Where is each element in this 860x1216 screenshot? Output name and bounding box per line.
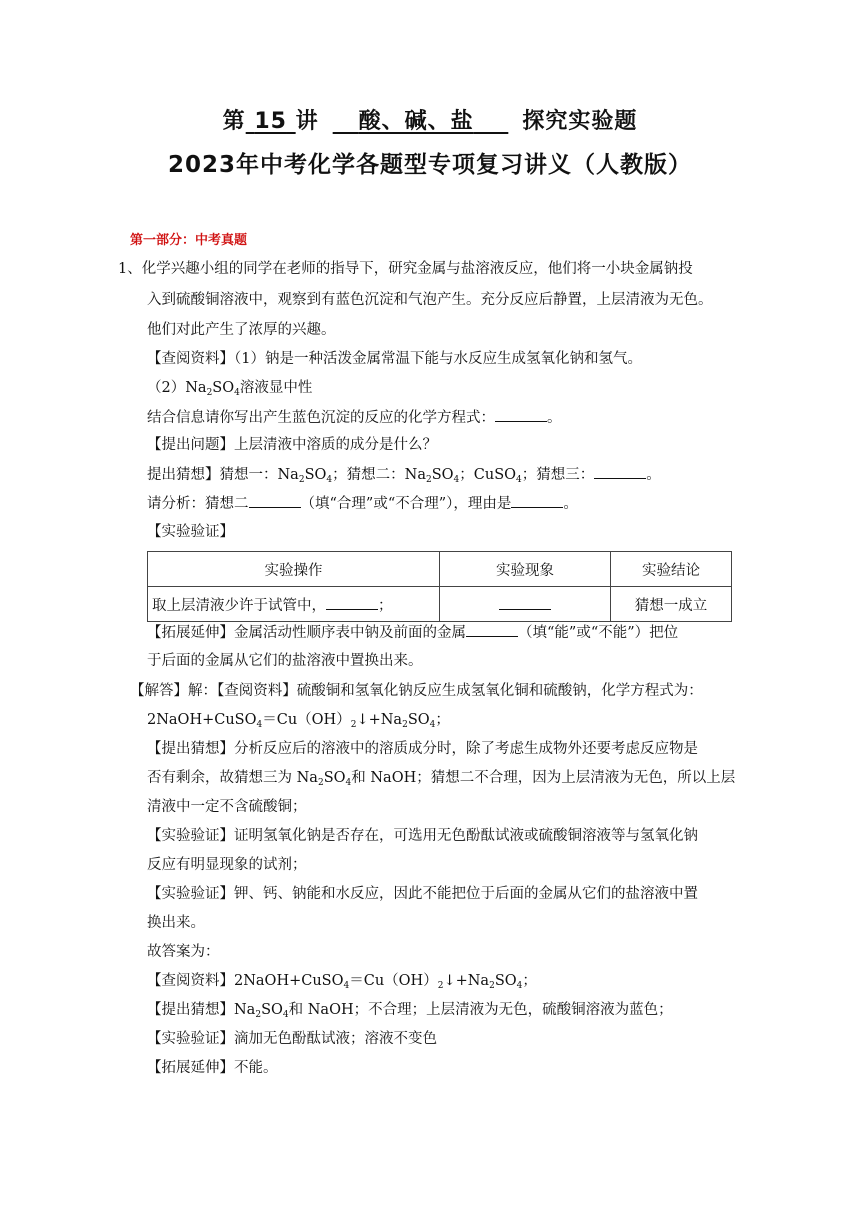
answer-line: 【实验验证】滴加无色酚酞试液；溶液不变色 xyxy=(147,1031,437,1047)
answer-line: 【提出猜想】$Na_2SO_4$和 NaOH；不合理；上层清液为无色，硫酸铜溶液为蓝色； xyxy=(147,1002,673,1020)
answer-blank xyxy=(249,493,301,508)
answer-line: 反应有明显现象的试剂； xyxy=(147,857,307,873)
question-line: 1、化学兴趣小组的同学在老师的指导下，研究金属与盐溶液反应，他们将一小块金属钠投 xyxy=(118,261,693,277)
answer-line: 清液中一定不含硫酸铜； xyxy=(147,799,307,815)
answer-line: $2NaOH+CuSO_4=Cu(OH)_2↓+Na_2SO_4$； xyxy=(147,712,450,730)
title-prefix: 第 xyxy=(222,109,246,134)
answer-line: 故答案为： xyxy=(147,944,220,960)
experiment-table xyxy=(147,551,732,622)
lecture-topic: 酸、碱、盐 xyxy=(358,109,474,134)
question-line: 入到硫酸铜溶液中，观察到有蓝色沉淀和气泡产生。充分反应后静置，上层清液为无色。 xyxy=(147,292,713,308)
question-line: 于后面的金属从它们的盐溶液中置换出来。 xyxy=(147,653,423,669)
answer-blank xyxy=(495,407,547,422)
lecture-title xyxy=(0,104,860,135)
topic-suffix: 探究实验题 xyxy=(522,109,638,134)
answer-blank xyxy=(326,595,378,610)
answer-line: 【拓展延伸】不能。 xyxy=(147,1060,278,1076)
section-title: 第一部分：中考真题 xyxy=(130,233,248,248)
table-header: 实验操作 xyxy=(148,552,440,587)
question-line: 结合信息请你写出产生蓝色沉淀的反应的化学方程式： 。 xyxy=(147,407,562,428)
table-header: 实验现象 xyxy=(440,552,611,587)
table-cell: 猜想一成立 xyxy=(611,587,732,622)
table-row xyxy=(148,587,732,622)
question-line: 他们对此产生了浓厚的兴趣。 xyxy=(147,322,336,338)
answer-blank xyxy=(466,622,518,637)
answer-blank xyxy=(499,595,551,610)
answer-line: 【实验验证】证明氢氧化钠是否存在，可选用无色酚酞试液或硫酸铜溶液等与氢氧化钠 xyxy=(147,828,698,844)
answer-line: 【查阅资料】$2NaOH+CuSO_4=Cu(OH)_2↓+Na_2SO_4$； xyxy=(147,973,537,991)
answer-blank xyxy=(594,464,646,479)
question-line: 【查阅资料】（1）钠是一种活泼金属常温下能与水反应生成氢氧化钠和氢气。 xyxy=(147,351,642,367)
answer-line: 【解答】解：【查阅资料】硫酸铜和氢氧化钠反应生成氢氧化铜和硫酸钠，化学方程式为： xyxy=(130,683,703,699)
answer-line: 换出来。 xyxy=(147,915,205,931)
table-header-row xyxy=(148,552,732,587)
question-line: 请分析：猜想二 （填“合理”或“不合理”），理由是 。 xyxy=(147,493,578,514)
question-line: $(2)Na_2SO_4$溶液显中性 xyxy=(147,380,313,398)
document-subtitle: 2023年中考化学各题型专项复习讲义（人教版） xyxy=(167,152,692,178)
answer-line: 否有剩余，故猜想三为 $Na_2SO_4$和 NaOH；猜想二不合理，因为上层清液为无色，所以上层 xyxy=(147,770,736,788)
question-line: 提出猜想】猜想一：$Na_2SO_4$；猜想二：$Na_2SO_4$；CuSO$_4$；猜想三： 。 xyxy=(147,464,661,490)
question-line: 【提出问题】上层清液中溶质的成分是什么？ xyxy=(147,437,437,453)
answer-line: 【实验验证】钾、钙、钠能和水反应，因此不能把位于后面的金属从它们的盐溶液中置 xyxy=(147,886,698,902)
answer-line: 【提出猜想】分析反应后的溶液中的溶质成分时，除了考虑生成物外还要考虑反应物是 xyxy=(147,741,698,757)
answer-blank xyxy=(511,493,563,508)
table-header: 实验结论 xyxy=(611,552,732,587)
lecture-number: 15 xyxy=(254,109,287,134)
question-line: 【拓展延伸】金属活动性顺序表中钠及前面的金属 （填“能”或“不能”）把位 xyxy=(147,622,678,643)
title-suffix: 讲 xyxy=(295,109,319,134)
question-line: 【实验验证】 xyxy=(147,524,234,540)
table-cell xyxy=(440,587,611,622)
table-cell: 取上层清液少许于试管中， ； xyxy=(148,587,440,622)
